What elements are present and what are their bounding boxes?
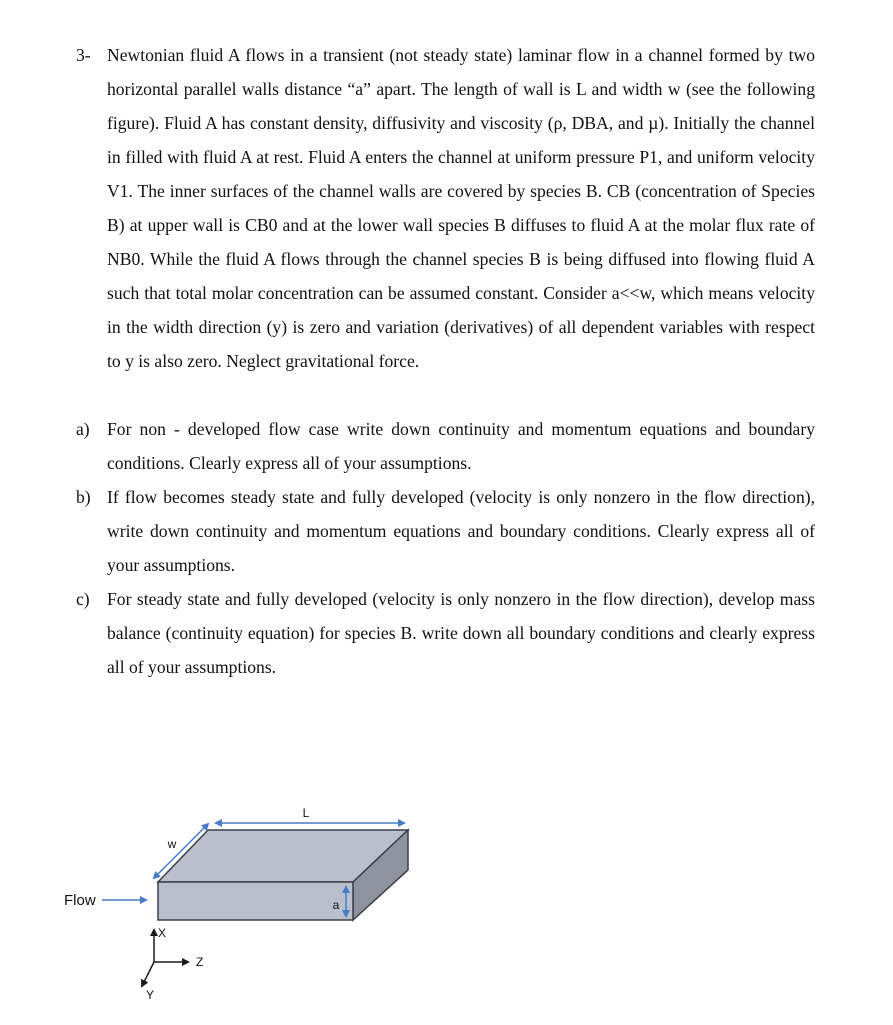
width-label: w [167,837,177,851]
part-b-label: b) [76,487,91,507]
channel-figure [0,780,893,1020]
problem-number: 3- [76,45,91,65]
part-a-label: a) [76,419,90,439]
axis-z-label: Z [196,955,204,969]
axis-y-label: Y [146,988,155,1002]
part-b-text: If flow becomes steady state and fully developed (velocity is only nonzero in the flow direction), write down continuity and momentum equations and boundary conditions. Clearly express all of your assumptions. [107,487,815,575]
problem-intro: Newtonian fluid A flows in a transient (not steady state) laminar flow in a channel formed by two horizontal parallel walls distance “a” apart. The length of wall is L and width w (see the following figure). Fluid A has constant density, diffusivity and viscosity (ρ, DBA, and µ). Initially the channel in filled with fluid A at rest. Fluid A enters the channel at uniform pressure P1, and uniform velocity V1. The inner surfaces of the channel walls are covered by species B. CB (concentration of Species B) at upper wall is CB0 and at the lower wall species B diffuses to fluid A at the molar flux rate of NB0. While the fluid A flows through the channel species B is being diffused into flowing fluid A such that total molar concentration can be assumed constant. Consider a<<w, which means velocity in the width direction (y) is zero and variation (derivatives) of all dependent variables with respect to y is also zero. Neglect gravitational force. [107,45,815,371]
axis-x-label: X [158,926,167,940]
height-label: a [332,898,340,912]
length-label: L [302,806,310,820]
flow-label: Flow [64,892,96,909]
part-c-text: For steady state and fully developed (velocity is only nonzero in the flow direction), develop mass balance (continuity equation) for species B. write down all boundary conditions and clearly express all of your assumptions. [107,589,815,677]
channel-diagram [0,780,893,1020]
channel-front-face [158,882,353,920]
axis-y-arrow [142,962,154,986]
part-a-text: For non - developed flow case write down continuity and momentum equations and boundary conditions. Clearly express all of your assumptions. [107,419,815,473]
part-c-label: c) [76,589,90,609]
